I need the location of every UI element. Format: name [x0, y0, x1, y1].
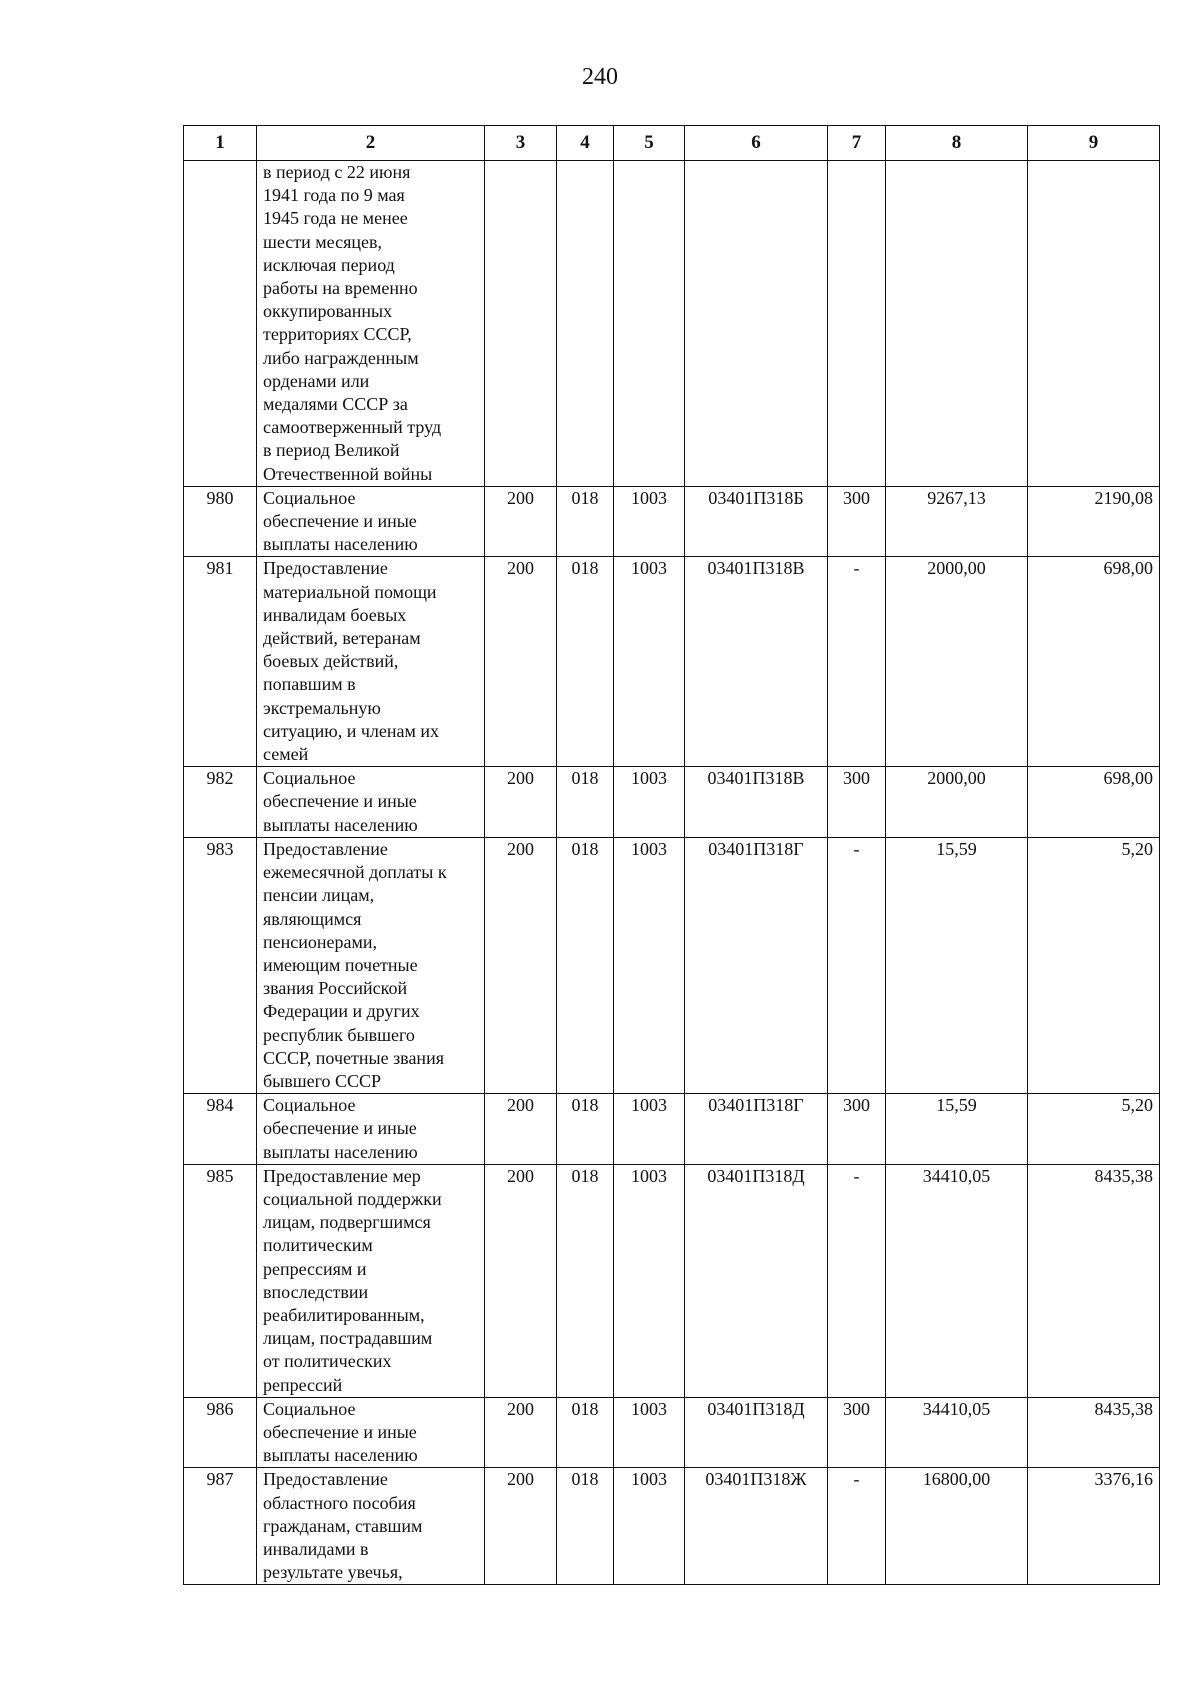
table-row — [184, 837, 1160, 1093]
row-col-3 — [485, 161, 557, 487]
row-number: 980 — [184, 486, 257, 557]
row-col-8: 9267,13 — [886, 486, 1028, 557]
row-col-6: 03401П318Д — [685, 1397, 828, 1468]
row-col-9: 8435,38 — [1028, 1164, 1160, 1397]
row-col-5: 1003 — [614, 767, 685, 838]
row-description-text: Предоставление материальной помощи инвалидам боевых действий, ветеранам боевых действий, попавшим в экстремальную ситуацию, и членам их семей — [263, 558, 440, 765]
row-col-5: 1003 — [614, 1094, 685, 1165]
row-col-7: - — [828, 557, 886, 767]
row-col-4: 018 — [557, 1094, 614, 1165]
table-row — [184, 767, 1160, 838]
row-col-4: 018 — [557, 837, 614, 1093]
row-description-text: в период с 22 июня 1941 года по 9 мая 1945 года не менее шести месяцев, исключая период работы на временно оккупированных территориях СССР, либо награжденным орденами или медалями СССР за самоотверженный труд в период Великой Отечественной войны — [263, 162, 442, 484]
row-col-6: 03401П318Г — [685, 1094, 828, 1165]
row-col-8: 34410,05 — [886, 1397, 1028, 1468]
row-col-9: 5,20 — [1028, 837, 1160, 1093]
row-description — [257, 1164, 485, 1397]
table-row — [184, 1468, 1160, 1585]
row-col-4: 018 — [557, 1164, 614, 1397]
row-col-9 — [1028, 161, 1160, 487]
row-col-8: 16800,00 — [886, 1468, 1028, 1585]
page-number: 240 — [582, 64, 618, 90]
row-col-8: 2000,00 — [886, 557, 1028, 767]
header-col-6: 6 — [685, 126, 828, 161]
row-col-3: 200 — [485, 1468, 557, 1585]
row-col-7: 300 — [828, 486, 886, 557]
row-col-7: - — [828, 837, 886, 1093]
row-description-text: Социальное обеспечение и иные выплаты населению — [263, 768, 418, 835]
row-col-3: 200 — [485, 1397, 557, 1468]
row-col-4 — [557, 161, 614, 487]
table-row — [184, 486, 1160, 557]
row-description — [257, 1468, 485, 1585]
row-description — [257, 1397, 485, 1468]
header-row — [184, 126, 1160, 161]
row-col-8: 34410,05 — [886, 1164, 1028, 1397]
row-col-9: 8435,38 — [1028, 1397, 1160, 1468]
row-description-text: Социальное обеспечение и иные выплаты населению — [263, 487, 418, 555]
row-description — [257, 767, 485, 838]
row-description-text: Предоставление областного пособия гражданам, ставшим инвалидами в результате увечья, — [263, 1469, 423, 1583]
row-col-6: 03401П318В — [685, 767, 828, 838]
table-row — [184, 1164, 1160, 1397]
row-description — [257, 161, 485, 487]
row-col-8: 2000,00 — [886, 767, 1028, 838]
row-col-6: 03401П318Г — [685, 837, 828, 1093]
row-number: 983 — [184, 837, 257, 1093]
row-col-9: 698,00 — [1028, 557, 1160, 767]
table-row — [184, 1397, 1160, 1468]
row-col-7: - — [828, 1468, 886, 1585]
row-description — [257, 1094, 485, 1165]
row-col-8 — [886, 161, 1028, 487]
row-col-3: 200 — [485, 1164, 557, 1397]
row-col-8: 15,59 — [886, 837, 1028, 1093]
row-col-8: 15,59 — [886, 1094, 1028, 1165]
row-col-4: 018 — [557, 486, 614, 557]
row-number: 981 — [184, 557, 257, 767]
table-row — [184, 161, 1160, 487]
row-col-3: 200 — [485, 486, 557, 557]
row-description-text: Социальное обеспечение и иные выплаты населению — [263, 1095, 418, 1162]
row-col-5: 1003 — [614, 1468, 685, 1585]
row-col-7: 300 — [828, 1397, 886, 1468]
row-col-6: 03401П318Б — [685, 486, 828, 557]
row-col-4: 018 — [557, 1397, 614, 1468]
table-row — [184, 557, 1160, 767]
row-col-4: 018 — [557, 1468, 614, 1585]
header-col-3: 3 — [485, 126, 557, 161]
header-col-7: 7 — [828, 126, 886, 161]
row-col-3: 200 — [485, 1094, 557, 1165]
header-col-8: 8 — [886, 126, 1028, 161]
header-col-9: 9 — [1028, 126, 1160, 161]
table-body — [184, 161, 1160, 1585]
row-col-4: 018 — [557, 767, 614, 838]
row-col-5: 1003 — [614, 557, 685, 767]
row-number: 982 — [184, 767, 257, 838]
row-col-7: - — [828, 1164, 886, 1397]
row-description-text: Социальное обеспечение и иные выплаты населению — [263, 1398, 418, 1466]
row-col-4: 018 — [557, 557, 614, 767]
row-col-6 — [685, 161, 828, 487]
row-number: 987 — [184, 1468, 257, 1585]
row-col-9: 698,00 — [1028, 767, 1160, 838]
header-col-2: 2 — [257, 126, 485, 161]
row-col-5: 1003 — [614, 1164, 685, 1397]
row-col-7 — [828, 161, 886, 487]
table-row — [184, 1094, 1160, 1165]
row-description — [257, 486, 485, 557]
header-col-1: 1 — [184, 126, 257, 161]
row-number: 984 — [184, 1094, 257, 1165]
header-col-5: 5 — [614, 126, 685, 161]
row-col-3: 200 — [485, 557, 557, 767]
budget-table — [183, 125, 1160, 1585]
row-col-6: 03401П318В — [685, 557, 828, 767]
row-description — [257, 837, 485, 1093]
row-number: 985 — [184, 1164, 257, 1397]
row-number — [184, 161, 257, 487]
row-col-5: 1003 — [614, 486, 685, 557]
row-col-3: 200 — [485, 837, 557, 1093]
row-description-text: Предоставление мер социальной поддержки лицам, подвергшимся политическим репрессиям и впоследствии реабилитированным, лицам, пострадавшим от политических репрессий — [263, 1165, 442, 1395]
row-col-9: 5,20 — [1028, 1094, 1160, 1165]
row-col-7: 300 — [828, 767, 886, 838]
row-number: 986 — [184, 1397, 257, 1468]
row-col-9: 2190,08 — [1028, 486, 1160, 557]
row-col-3: 200 — [485, 767, 557, 838]
row-description — [257, 557, 485, 767]
row-description-text: Предоставление ежемесячной доплаты к пенсии лицам, являющимся пенсионерами, имеющим почетные звания Российской Федерации и других республик бывшего СССР, почетные звания бывшего СССР — [263, 838, 447, 1091]
row-col-7: 300 — [828, 1094, 886, 1165]
row-col-6: 03401П318Ж — [685, 1468, 828, 1585]
row-col-6: 03401П318Д — [685, 1164, 828, 1397]
header-col-4: 4 — [557, 126, 614, 161]
row-col-5 — [614, 161, 685, 487]
row-col-5: 1003 — [614, 1397, 685, 1468]
row-col-9: 3376,16 — [1028, 1468, 1160, 1585]
row-col-5: 1003 — [614, 837, 685, 1093]
